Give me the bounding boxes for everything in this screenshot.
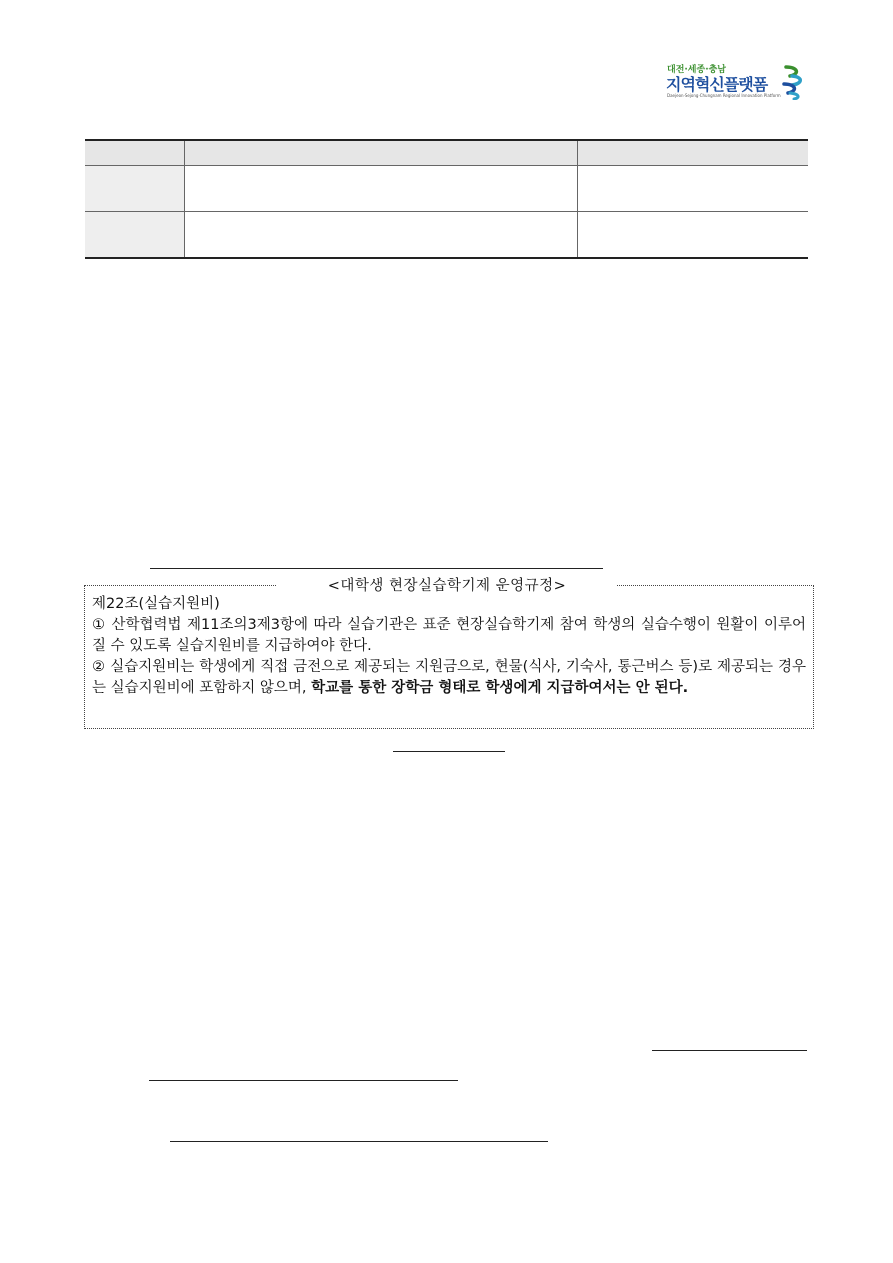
clause-2-text: ② 실습지원비는 학생에게 직접 금전으로 제공되는 지원금으로, 현물(식사, 기숙사, 통근버스 등)로 제공되는 경우는 실습지원비에 포함하지 않으며, — [92, 659, 806, 696]
info-table — [85, 139, 808, 259]
table-header-cell — [578, 140, 809, 166]
underline-rule — [652, 1050, 807, 1051]
table-header-cell — [185, 140, 578, 166]
table-row — [85, 212, 808, 259]
table-label-cell — [85, 212, 185, 259]
regulation-box — [84, 578, 814, 729]
table-header-cell — [85, 140, 185, 166]
table-cell — [185, 212, 578, 259]
logo-region-text: 대전·세종·충남 — [667, 65, 727, 75]
underline-rule — [150, 568, 603, 569]
logo-english-text: Daejeon·Sejong·Chungnam Regional Innovation Platform — [667, 93, 781, 98]
clause-2-emphasis: 학교를 통한 장학금 형태로 학생에게 지급하여서는 안 된다. — [311, 680, 689, 696]
underline-rule — [149, 1080, 458, 1081]
regulation-title: <대학생 현장실습학기제 운영규정> — [277, 576, 617, 596]
table-row — [85, 166, 808, 212]
logo-mark-icon — [780, 64, 806, 100]
regulation-article-heading: 제22조(실습지원비) — [92, 596, 220, 612]
table-cell — [578, 166, 809, 212]
logo-name-text: 지역혁신플랫폼 — [666, 75, 768, 94]
table-cell — [185, 166, 578, 212]
platform-logo — [664, 62, 810, 104]
underline-rule — [393, 751, 505, 752]
regulation-clause-2 — [92, 657, 806, 699]
table-header-row — [85, 140, 808, 166]
table-cell — [578, 212, 809, 259]
regulation-clause-1: ① 산학협력법 제11조의3제3항에 따라 실습기관은 표준 현장실습학기제 참여 학생의 실습수행이 원활이 이루어질 수 있도록 실습지원비를 지급하여야 한다. — [92, 617, 806, 654]
table-label-cell — [85, 166, 185, 212]
underline-rule — [170, 1141, 548, 1142]
